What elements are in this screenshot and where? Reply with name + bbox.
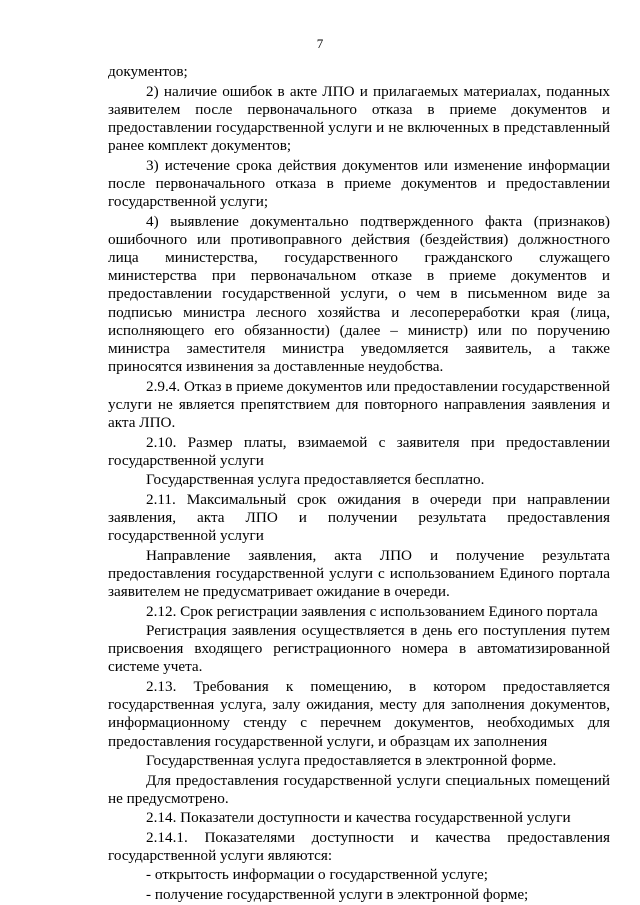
section-heading: 2.10. Размер платы, взимаемой с заявителя при предоставлении государственной услуги [108, 433, 610, 469]
paragraph: документов; [108, 63, 188, 80]
list-item: - открытость информации о государственной услуге; [146, 866, 488, 884]
paragraph: 2) наличие ошибок в акте ЛПО и прилагаемых материалах, поданных заявителем после первоначального отказа в приеме документов и предоставлении государственной услуги и не включенных в представленный ранее комплект документов; [108, 82, 610, 155]
paragraph: 4) выявление документально подтвержденного факта (признаков) ошибочного или противоправного действия (бездействия) должностного лица министерства, государственного гражданского служащего министерства при первоначальном отказе в приеме документов и предоставлении государственной услуги, о чем в письменном виде за подписью министра лесного хозяйства и лесопереработки края (лица, исполняющего его обязанности) (далее – министр) или по поручению министра заместителя министра уведомляется заявитель, а также приносятся извинения за доставленные неудобства. [108, 212, 610, 376]
section-heading: 2.11. Максимальный срок ожидания в очереди при направлении заявления, акта ЛПО и получении результата предоставления государственной услуги [108, 490, 610, 545]
paragraph: Государственная услуга предоставляется бесплатно. [146, 471, 485, 489]
paragraph: 2.14.1. Показателями доступности и качества предоставления государственной услуги являются: [108, 828, 610, 864]
paragraph: 2.9.4. Отказ в приеме документов или предоставлении государственной услуги не является препятствием для повторного направления заявления и акта ЛПО. [108, 377, 610, 432]
document-body [108, 63, 610, 904]
section-heading: 2.13. Требования к помещению, в котором предоставляется государственная услуга, залу ожидания, месту для заполнения документов, информационному стенду с перечнем документов, необходимых для предоставления государственной услуги, и образцам их заполнения [108, 677, 610, 750]
page-number: 7 [316, 36, 324, 51]
paragraph: 3) истечение срока действия документов или изменение информации после первоначального отказа в приеме документов и предоставлении государственной услуги; [108, 156, 610, 211]
paragraph: Государственная услуга предоставляется в электронной форме. [146, 752, 557, 770]
paragraph: Регистрация заявления осуществляется в день его поступления путем присвоения входящего регистрационного номера в автоматизированной системе учета. [108, 622, 610, 676]
section-heading: 2.14. Показатели доступности и качества государственной услуги [146, 809, 571, 827]
paragraph: Для предоставления государственной услуги специальных помещений не предусмотрено. [108, 771, 610, 807]
section-heading: 2.12. Срок регистрации заявления с использованием Единого портала [146, 602, 598, 620]
list-item: - получение государственной услуги в электронной форме; [146, 885, 529, 903]
paragraph: Направление заявления, акта ЛПО и получение результата предоставления государственной услуги с использованием Единого портала заявителем не предусматривает ожидание в очереди. [108, 546, 610, 601]
